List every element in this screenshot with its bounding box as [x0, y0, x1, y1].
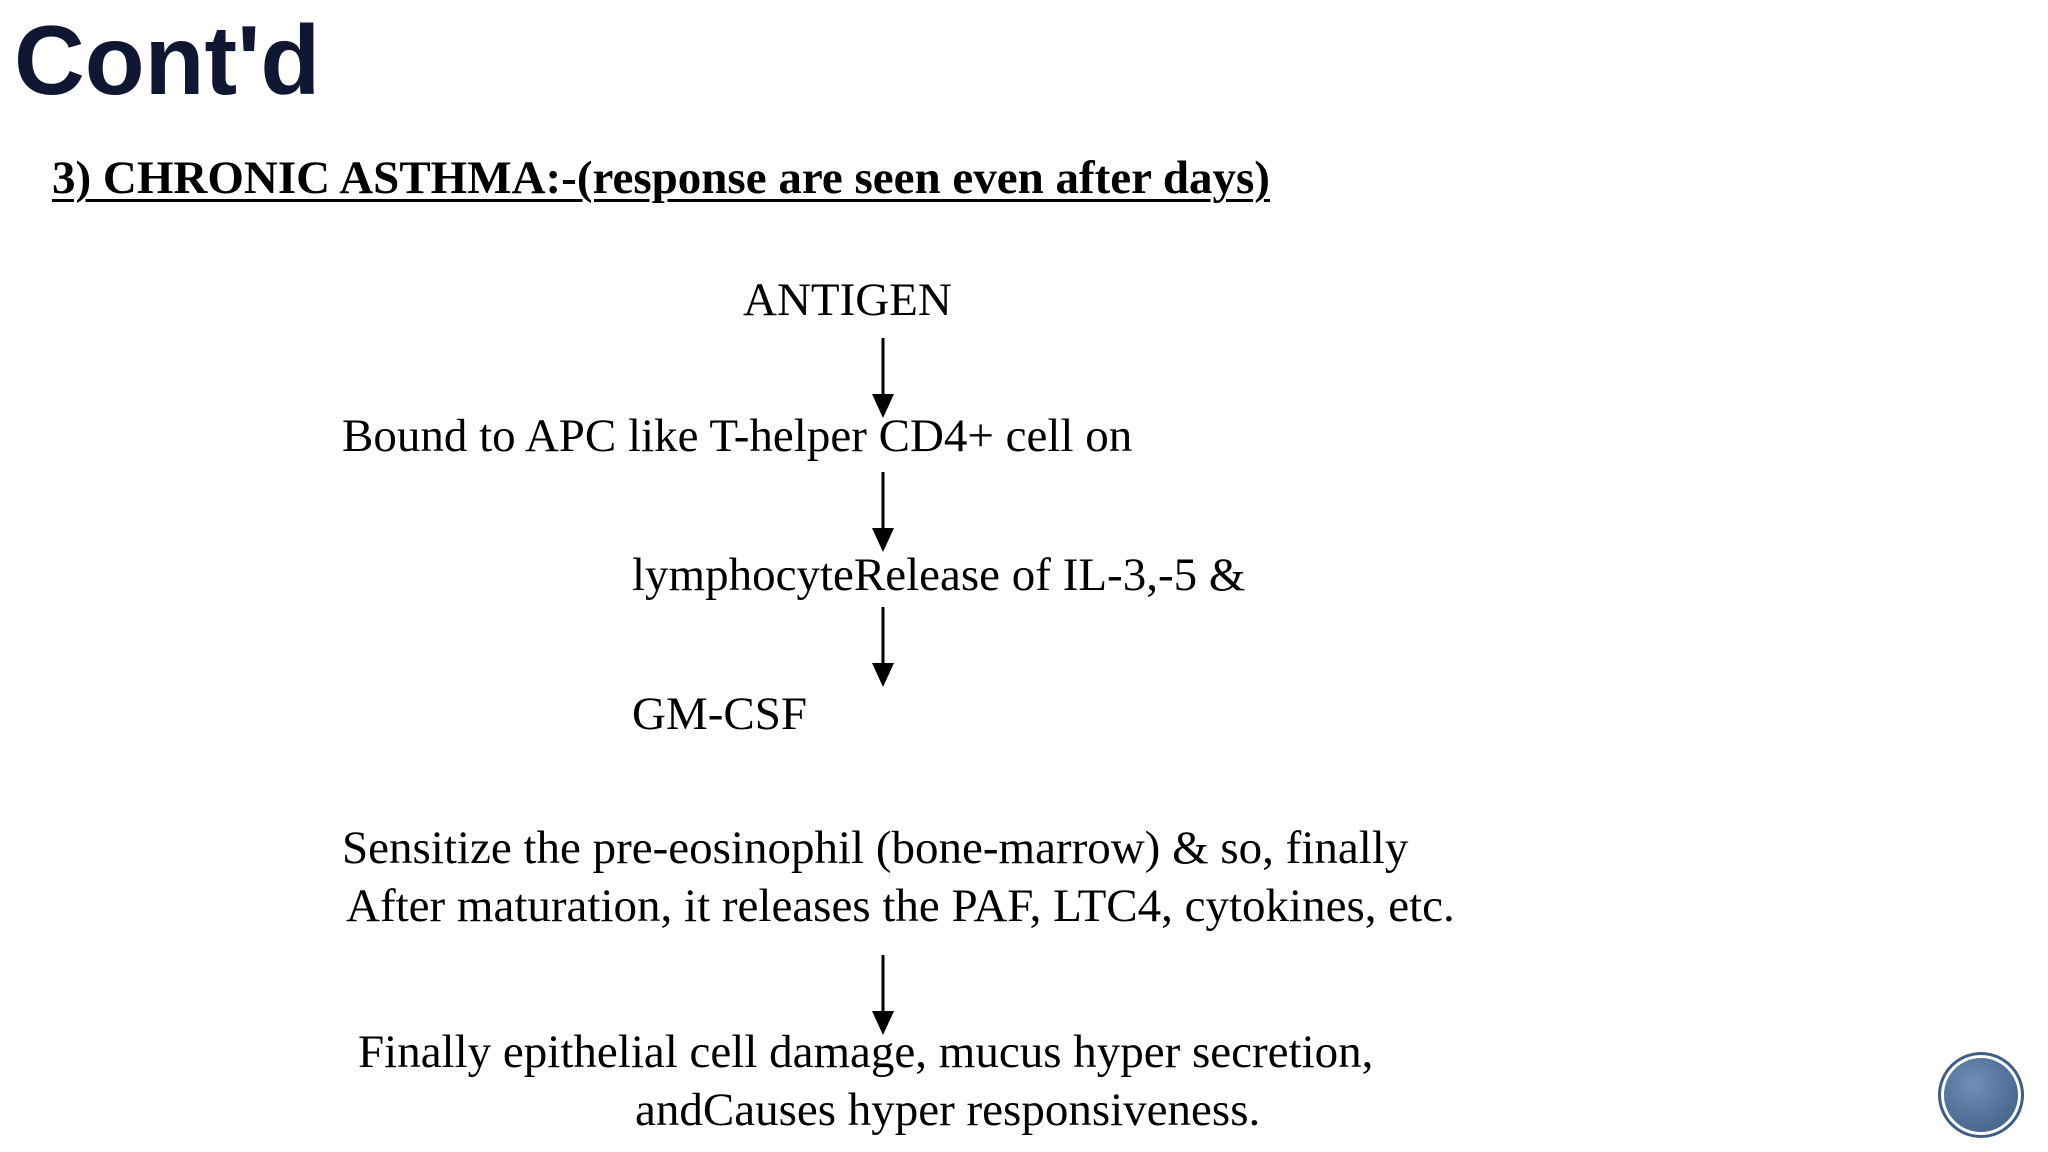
slide-nav-button[interactable]	[1944, 1058, 2018, 1132]
flow-arrow-3	[868, 607, 898, 687]
flow-step-antigen: ANTIGEN	[743, 274, 952, 326]
flow-step-sensitize: Sensitize the pre-eosinophil (bone-marrow) & so, finally	[342, 822, 1409, 874]
flow-arrow-1	[868, 338, 898, 418]
flow-step-release: lymphocyteRelease of IL-3,-5 &	[632, 549, 1246, 601]
flow-step-bound-apc: Bound to APC like T-helper CD4+ cell on	[342, 410, 1133, 462]
flow-step-epithelial-damage: Finally epithelial cell damage, mucus hyper secretion,	[358, 1026, 1374, 1078]
slide-subtitle: 3) CHRONIC ASTHMA:-(response are seen even after days)	[52, 152, 1270, 204]
flow-arrow-2	[868, 472, 898, 552]
flow-step-gm-csf: GM-CSF	[632, 688, 808, 740]
slide-title: Cont'd	[14, 5, 321, 115]
flow-arrow-4	[868, 955, 898, 1035]
flow-step-hyper-responsiveness: andCauses hyper responsiveness.	[635, 1084, 1261, 1136]
flow-step-maturation: After maturation, it releases the PAF, LTC4, cytokines, etc.	[346, 880, 1455, 932]
